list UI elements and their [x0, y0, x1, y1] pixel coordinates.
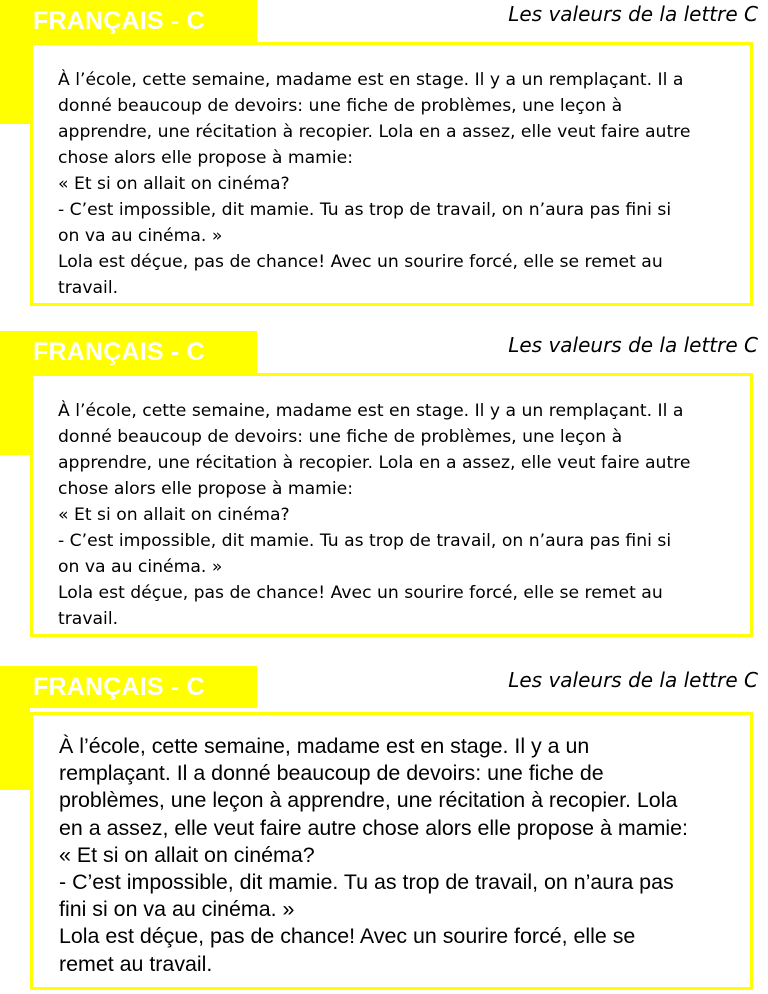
text-line: travail.	[58, 278, 119, 298]
text-line: Lola est déçue, pas de chance! Avec un sourire forcé, elle se	[59, 924, 636, 949]
text-line: apprendre, une récitation à recopier. Lola en a assez, elle veut faire autre	[58, 122, 691, 142]
text-line: remet au travail.	[59, 951, 213, 976]
passage-text	[58, 398, 738, 632]
text-line: travail.	[58, 609, 119, 629]
text-line: À l’école, cette semaine, madame est en stage. Il y a un remplaçant. Il a	[58, 401, 684, 421]
subject-label: FRANÇAIS - C	[33, 673, 205, 701]
text-line: apprendre, une récitation à recopier. Lola en a assez, elle veut faire autre	[58, 453, 691, 473]
text-line: problèmes, une leçon à apprendre, une récitation à recopier. Lola	[59, 788, 678, 813]
text-line: chose alors elle propose à mamie:	[58, 148, 354, 168]
text-box	[30, 712, 753, 990]
text-line: on va au cinéma. »	[58, 557, 223, 577]
passage-text	[59, 733, 739, 978]
text-line: À l’école, cette semaine, madame est en stage. Il y a un	[59, 734, 590, 758]
text-line: À l’école, cette semaine, madame est en stage. Il y a un remplaçant. Il a	[58, 70, 684, 90]
card-title: Les valeurs de la lettre C	[508, 2, 758, 26]
text-line: - C’est impossible, dit mamie. Tu as trop de travail, on n’aura pas	[59, 870, 674, 895]
text-line: « Et si on allait on cinéma?	[58, 174, 290, 194]
text-line: - C’est impossible, dit mamie. Tu as trop de travail, on n’aura pas fini si	[58, 200, 672, 220]
text-line: on va au cinéma. »	[58, 226, 223, 246]
text-line: en a assez, elle veut faire autre chose alors elle propose à mamie:	[59, 815, 688, 840]
text-line: donné beaucoup de devoirs: une fiche de problèmes, une leçon à	[58, 427, 623, 447]
text-line: fini si on va au cinéma. »	[59, 897, 295, 922]
text-line: remplaçant. Il a donné beaucoup de devoirs: une fiche de	[59, 761, 604, 786]
subject-label: FRANÇAIS - C	[33, 7, 205, 35]
text-box	[30, 42, 753, 306]
passage-text	[58, 67, 738, 301]
text-line: - C’est impossible, dit mamie. Tu as trop de travail, on n’aura pas fini si	[58, 531, 672, 551]
text-line: « Et si on allait on cinéma?	[58, 505, 290, 525]
text-line: chose alors elle propose à mamie:	[58, 479, 354, 499]
card-title: Les valeurs de la lettre C	[508, 668, 758, 692]
subject-label: FRANÇAIS - C	[33, 338, 205, 366]
subject-tab	[0, 666, 257, 708]
card-title: Les valeurs de la lettre C	[508, 333, 758, 357]
subject-tab	[0, 0, 257, 42]
text-line: donné beaucoup de devoirs: une fiche de problèmes, une leçon à	[58, 96, 623, 116]
text-box	[30, 373, 753, 637]
text-line: Lola est déçue, pas de chance! Avec un sourire forcé, elle se remet au	[58, 583, 663, 603]
subject-tab	[0, 331, 257, 373]
text-line: Lola est déçue, pas de chance! Avec un sourire forcé, elle se remet au	[58, 252, 663, 272]
text-line: « Et si on allait on cinéma?	[59, 842, 315, 867]
